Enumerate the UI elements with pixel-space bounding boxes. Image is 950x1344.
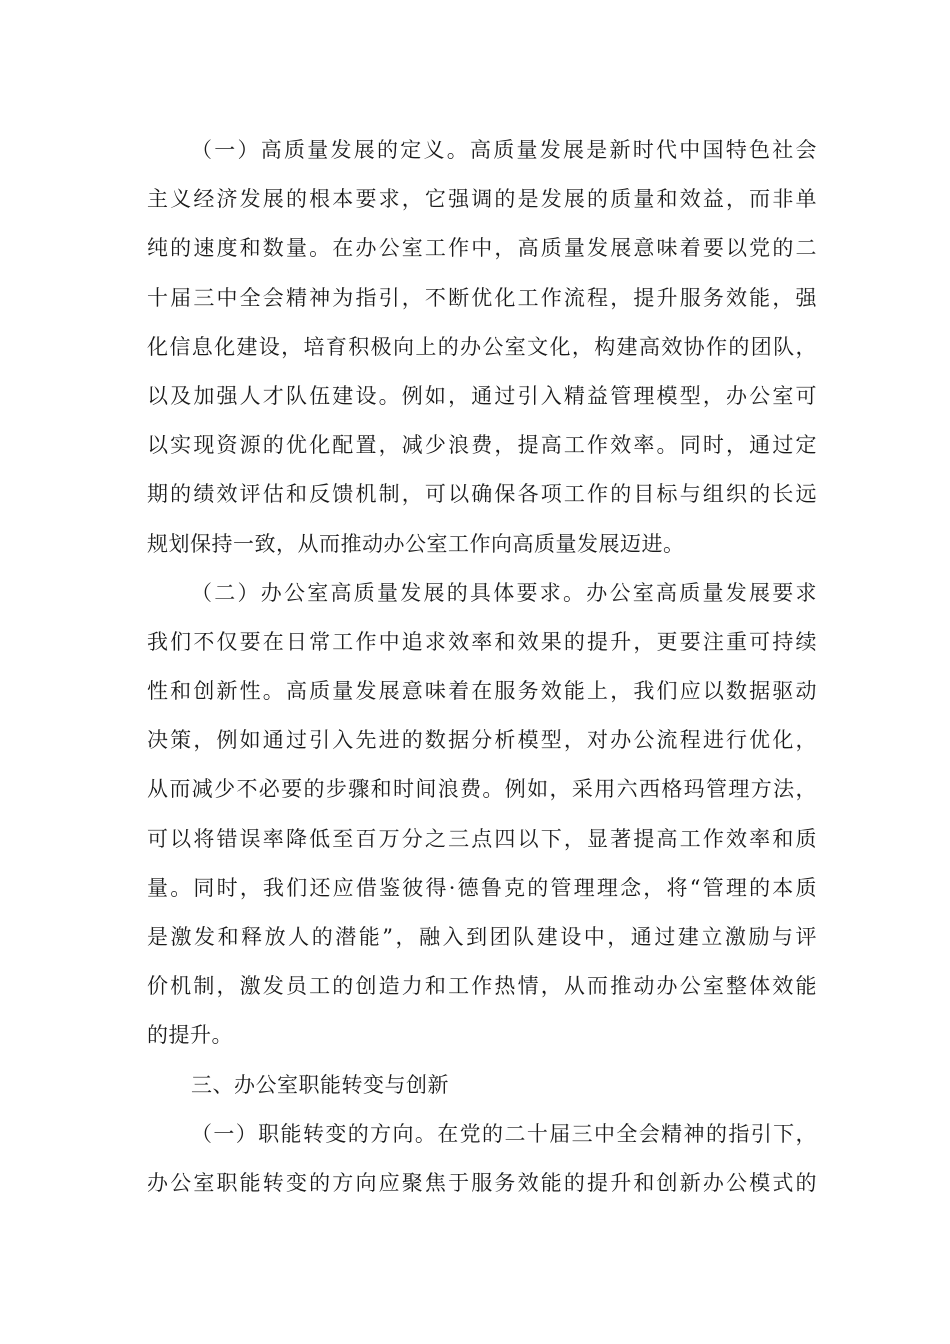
paragraph-2-line-3: 性和创新性。高质量发展意味着在服务效能上，我们应以数据驱动 [147, 679, 817, 704]
paragraph-2-line-6: 可以将错误率降低至百万分之三点四以下，显著提高工作效率和质 [147, 826, 817, 851]
paragraph-2-line-1: （二）办公室高质量发展的具体要求。办公室高质量发展要求 [191, 580, 817, 605]
paragraph-1-line-3: 纯的速度和数量。在办公室工作中，高质量发展意味着要以党的二 [147, 236, 817, 261]
paragraph-1-line-6: 以及加强人才队伍建设。例如，通过引入精益管理模型，办公室可 [147, 383, 817, 408]
paragraph-2-line-8: 是激发和释放人的潜能”，融入到团队建设中，通过建立激励与评 [147, 925, 817, 949]
section-heading-3: 三、办公室职能转变与创新 [191, 1072, 449, 1097]
paragraph-2-line-7: 量。同时，我们还应借鉴彼得·德鲁克的管理理念，将“管理的本质 [147, 875, 817, 900]
paragraph-2-line-9: 价机制，激发员工的创造力和工作热情，从而推动办公室整体效能 [147, 974, 817, 999]
paragraph-3-line-2: 办公室职能转变的方向应聚焦于服务效能的提升和创新办公模式的 [147, 1170, 817, 1195]
paragraph-1-line-9: 规划保持一致，从而推动办公室工作向高质量发展迈进。 [147, 531, 685, 556]
document-body [147, 126, 817, 1208]
paragraph-1-line-7: 以实现资源的优化配置，减少浪费，提高工作效率。同时，通过定 [147, 433, 817, 458]
paragraph-1-line-8: 期的绩效评估和反馈机制，可以确保各项工作的目标与组织的长远 [147, 482, 817, 507]
paragraph-1-line-4: 十届三中全会精神为指引，不断优化工作流程，提升服务效能，强 [147, 285, 817, 310]
paragraph-2-line-10: 的提升。 [147, 1023, 233, 1048]
paragraph-1-line-2: 主义经济发展的根本要求，它强调的是发展的质量和效益，而非单 [147, 187, 817, 212]
paragraph-2-line-2: 我们不仅要在日常工作中追求效率和效果的提升，更要注重可持续 [147, 629, 817, 654]
paragraph-3-line-1: （一）职能转变的方向。在党的二十届三中全会精神的指引下， [191, 1121, 817, 1146]
paragraph-1-line-5: 化信息化建设，培育积极向上的办公室文化，构建高效协作的团队， [147, 334, 817, 359]
paragraph-2-line-4: 决策，例如通过引入先进的数据分析模型，对办公流程进行优化， [147, 728, 817, 753]
paragraph-2-line-5: 从而减少不必要的步骤和时间浪费。例如，采用六西格玛管理方法， [147, 777, 817, 802]
paragraph-1-line-1: （一）高质量发展的定义。高质量发展是新时代中国特色社会 [191, 138, 817, 162]
